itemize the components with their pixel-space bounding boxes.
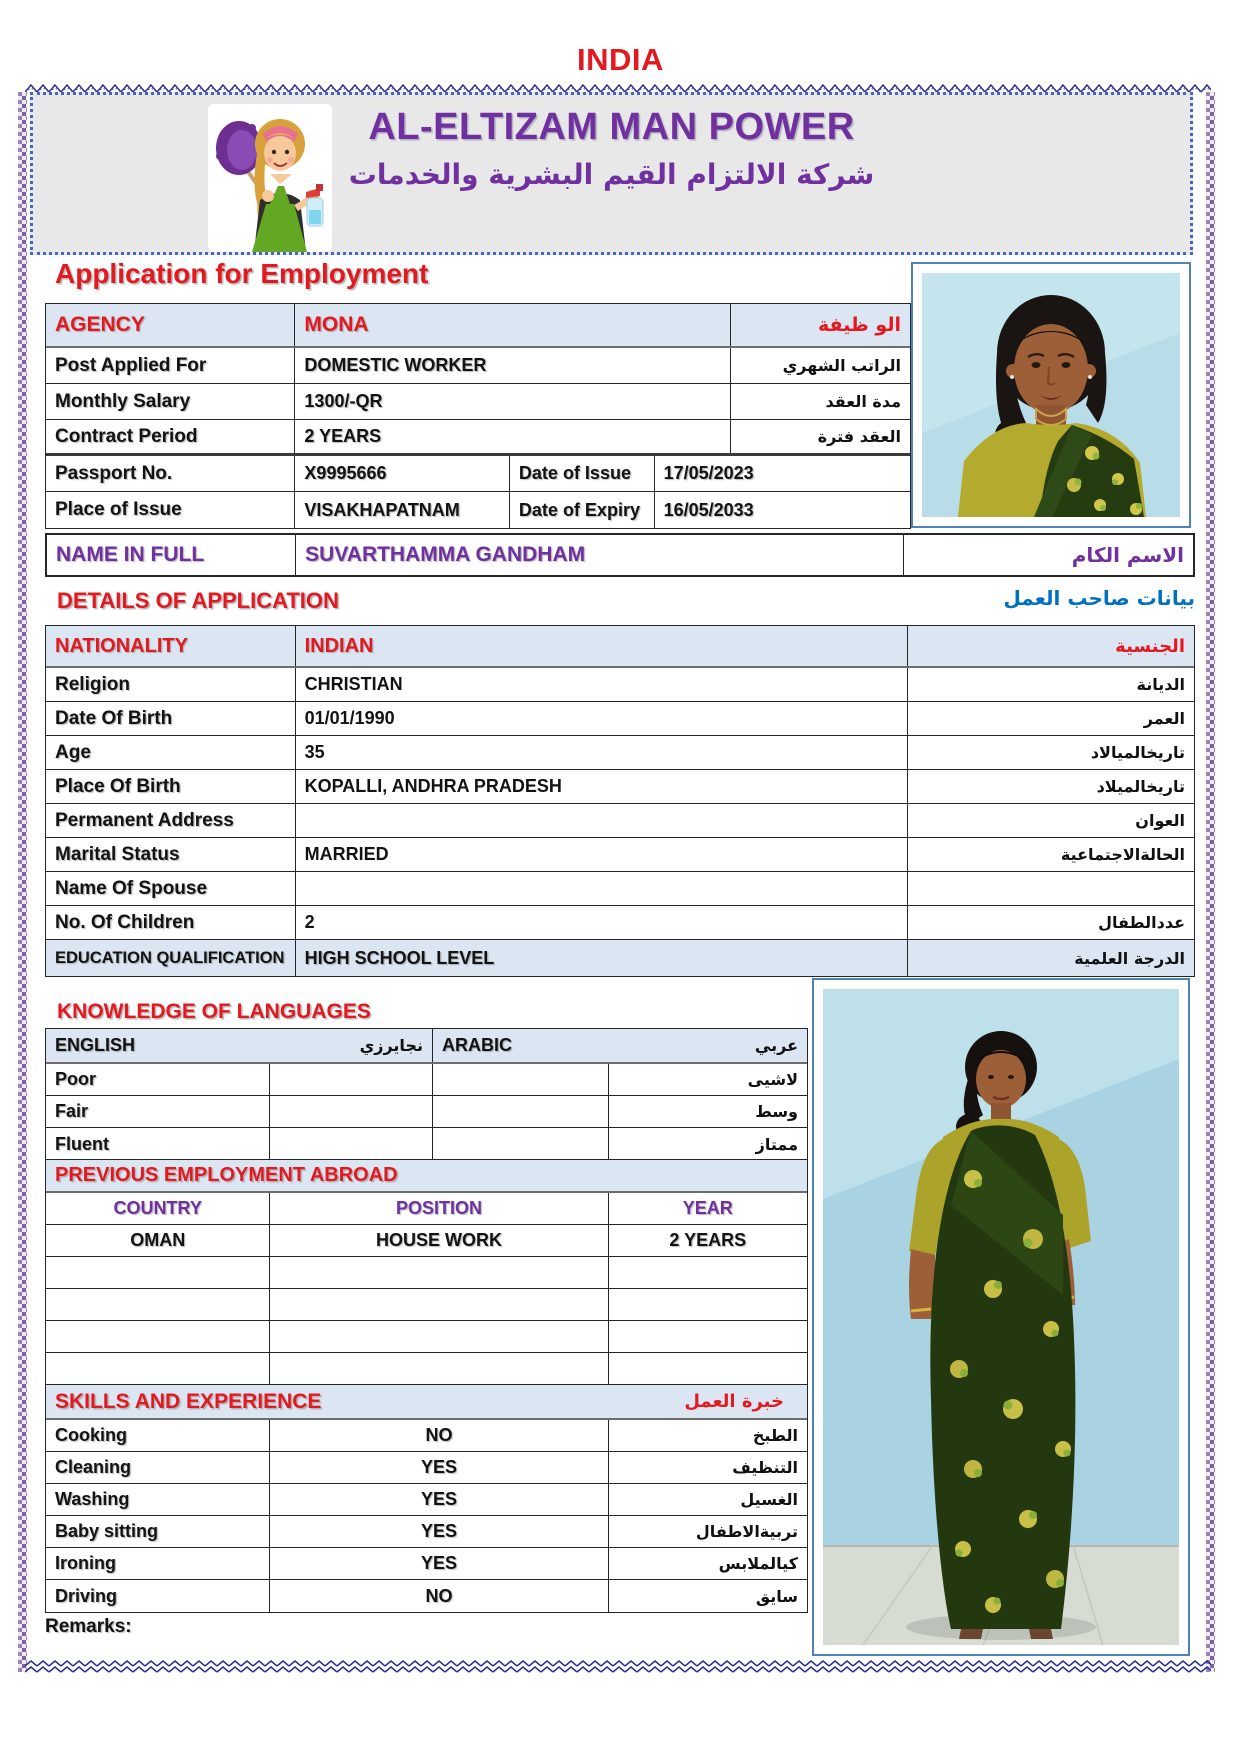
- skill-label-arabic: تربيةالاطفال: [695, 1522, 798, 1541]
- language-level-cell: [270, 1128, 433, 1160]
- employment-country: [46, 1321, 270, 1352]
- column-header: COUNTRY: [113, 1198, 202, 1218]
- column-header-arabic: عربي: [754, 1036, 798, 1055]
- languages-section-title: KNOWLEDGE OF LANGUAGES: [57, 1000, 371, 1023]
- skill-value: YES: [420, 1457, 457, 1477]
- field-value: CHRISTIAN: [304, 674, 403, 694]
- applicant-full-length-image: [823, 989, 1179, 1645]
- language-level-arabic: ممتاز: [755, 1134, 798, 1154]
- skill-value: YES: [420, 1489, 457, 1509]
- field-value: 1300/-QR: [304, 391, 383, 411]
- field-label-arabic: الجنسية: [1115, 635, 1185, 657]
- language-level-label: Fluent: [55, 1133, 109, 1154]
- left-zigzag-border: [18, 92, 27, 1672]
- field-value: DOMESTIC WORKER: [304, 355, 487, 375]
- table-row: [46, 492, 910, 528]
- field-value: MARRIED: [304, 844, 389, 864]
- details-section-title: DETAILS OF APPLICATION: [57, 588, 339, 613]
- skill-label-arabic: الطبخ: [752, 1426, 798, 1445]
- language-level-arabic: لاشيى: [747, 1070, 798, 1089]
- employment-country: [46, 1289, 270, 1320]
- employment-position: [270, 1257, 608, 1288]
- table-row: [46, 1225, 807, 1257]
- field-value: 35: [304, 742, 325, 762]
- field-value: 16/05/2033: [663, 499, 754, 520]
- field-label: Contract Period: [55, 425, 198, 447]
- table-row: [46, 420, 910, 456]
- application-section-title: Application for Employment: [55, 258, 429, 289]
- skill-label-arabic: كيالملابس: [718, 1554, 798, 1573]
- right-zigzag-border: [1206, 92, 1215, 1672]
- table-row: [46, 770, 1194, 804]
- skill-label: Cleaning: [55, 1457, 132, 1477]
- language-level-cell: [270, 1064, 433, 1095]
- field-label: Date of Issue: [518, 463, 631, 483]
- skill-label-arabic: سايق: [755, 1586, 798, 1606]
- employment-year: [609, 1289, 807, 1320]
- skill-label: Driving: [55, 1585, 118, 1606]
- details-table: [45, 625, 1195, 977]
- field-value: MONA: [304, 313, 369, 336]
- table-row: [46, 1029, 807, 1064]
- skill-label: Ironing: [55, 1553, 116, 1573]
- skill-label-arabic: الغسيل: [740, 1490, 798, 1509]
- field-label: Date of Expiry: [518, 499, 640, 520]
- employment-position: [270, 1289, 608, 1320]
- field-label: Marital Status: [55, 843, 180, 865]
- skills-section-title-arabic: خبرة العمل: [684, 1391, 784, 1412]
- field-label: EDUCATION QUALIFICATION: [55, 948, 285, 967]
- field-label-arabic: الاسم الكام: [1071, 543, 1184, 567]
- field-label: NAME IN FULL: [56, 543, 205, 566]
- table-row: [46, 1484, 807, 1516]
- field-label: Passport No.: [55, 462, 173, 484]
- field-label-arabic: العمر: [1143, 709, 1185, 728]
- page-title: INDIA: [577, 42, 664, 77]
- table-row: [46, 1452, 807, 1484]
- details-section-title-arabic: بيانات صاحب العمل: [1003, 586, 1195, 610]
- employment-section-header: [46, 1160, 807, 1193]
- table-row: [46, 1353, 807, 1385]
- column-header-arabic: نجايرزي: [359, 1036, 423, 1055]
- skills-table: [45, 1384, 808, 1613]
- field-label: NATIONALITY: [55, 634, 188, 657]
- skill-label: Washing: [55, 1489, 130, 1509]
- table-row: [46, 668, 1194, 702]
- table-row: [46, 1257, 807, 1289]
- employment-year: [609, 1257, 807, 1288]
- language-level-label: Poor: [55, 1069, 97, 1089]
- table-row: [46, 804, 1194, 838]
- field-value: 01/01/1990: [304, 708, 395, 728]
- employment-country: [46, 1353, 270, 1385]
- employment-section-title: PREVIOUS EMPLOYMENT ABROAD: [55, 1164, 398, 1186]
- field-label: Name Of Spouse: [55, 877, 208, 899]
- field-label-arabic: الحالةالاجتماعية: [1060, 845, 1185, 864]
- field-label-arabic: العوان: [1135, 811, 1185, 830]
- employment-year: 2 YEARS: [669, 1230, 747, 1250]
- employment-position: [270, 1321, 608, 1352]
- language-level-label: Fair: [55, 1101, 89, 1121]
- table-row: [46, 1548, 807, 1580]
- field-label: Post Applied For: [55, 354, 207, 376]
- table-row: [46, 838, 1194, 872]
- field-value: SUVARTHAMMA GANDHAM: [305, 543, 586, 566]
- field-value: VISAKHAPATNAM: [304, 499, 460, 520]
- language-level-arabic: وسط: [755, 1102, 798, 1121]
- field-value: HIGH SCHOOL LEVEL: [304, 947, 495, 968]
- table-row: [46, 1580, 807, 1612]
- employment-year: [609, 1321, 807, 1352]
- field-label: Permanent Address: [55, 809, 234, 831]
- applicant-portrait-image: [922, 273, 1180, 517]
- employment-country: OMAN: [130, 1230, 186, 1250]
- application-table: [45, 303, 911, 529]
- table-row: [46, 1096, 807, 1128]
- employment-position: [270, 1353, 608, 1385]
- field-value: KOPALLI, ANDHRA PRADESH: [304, 776, 562, 796]
- field-label-arabic: الديانة: [1136, 675, 1185, 694]
- bottom-zigzag-border: [25, 1660, 1211, 1674]
- company-name-arabic: شركة الالتزام القيم البشرية والخدمات: [348, 158, 875, 191]
- remarks-label: Remarks:: [45, 1616, 132, 1637]
- field-label-arabic: الدرجة العلمية: [1074, 948, 1185, 968]
- table-row: [46, 940, 1194, 976]
- column-header: ENGLISH: [55, 1035, 136, 1055]
- table-row: [46, 304, 910, 348]
- field-label: Monthly Salary: [55, 390, 191, 412]
- column-header: YEAR: [682, 1198, 733, 1218]
- table-row: [46, 872, 1194, 906]
- employment-country: [46, 1257, 270, 1288]
- table-row: [46, 1289, 807, 1321]
- company-name: AL-ELTIZAM MAN POWER: [368, 106, 855, 148]
- employment-position: HOUSE WORK: [375, 1230, 502, 1250]
- skill-value: YES: [420, 1553, 457, 1573]
- table-row: [46, 1193, 807, 1225]
- table-row: [46, 1128, 807, 1160]
- skill-label-arabic: التنظيف: [732, 1458, 798, 1477]
- field-label-arabic: تاريخالميلاد: [1096, 777, 1185, 796]
- field-label: Age: [55, 741, 91, 763]
- employment-year: [609, 1353, 807, 1385]
- table-row: [46, 456, 910, 492]
- field-value: 2: [304, 912, 315, 932]
- skill-value: YES: [420, 1521, 457, 1541]
- language-level-cell: [433, 1096, 609, 1127]
- table-row: [46, 736, 1194, 770]
- languages-table: [45, 1028, 808, 1161]
- table-row: [46, 906, 1194, 940]
- field-label-arabic: الراتب الشهري: [782, 356, 901, 375]
- field-label-arabic: العقد فترة: [817, 427, 901, 446]
- skills-section-title: SKILLS AND EXPERIENCE: [55, 1389, 322, 1413]
- field-label: Place of Issue: [55, 499, 182, 520]
- skills-section-header: [46, 1385, 807, 1420]
- applicant-portrait-photo: [911, 262, 1191, 528]
- table-row: [46, 384, 910, 420]
- table-row: [46, 1064, 807, 1096]
- applicant-full-length-photo: [812, 978, 1190, 1656]
- language-level-cell: [270, 1096, 433, 1127]
- field-value: INDIAN: [304, 634, 374, 657]
- skill-value: NO: [425, 1425, 453, 1445]
- field-label-arabic: تاريخالميالاد: [1090, 743, 1185, 762]
- field-label-arabic: الو ظيفة: [817, 314, 901, 336]
- field-label: Place Of Birth: [55, 775, 181, 797]
- field-label: AGENCY: [55, 313, 145, 336]
- table-row: [46, 1420, 807, 1452]
- field-label-arabic: عددالطفال: [1098, 913, 1185, 932]
- skill-label: Cooking: [55, 1425, 127, 1445]
- name-row: [45, 533, 1195, 577]
- table-row: [46, 702, 1194, 736]
- table-row: [46, 626, 1194, 668]
- field-label: No. Of Children: [55, 911, 195, 933]
- employment-table: [45, 1159, 808, 1386]
- field-label: Date Of Birth: [55, 707, 173, 729]
- column-header: POSITION: [395, 1198, 482, 1218]
- skill-value: NO: [425, 1585, 453, 1606]
- language-level-cell: [433, 1128, 609, 1160]
- column-header: ARABIC: [441, 1035, 512, 1055]
- table-row: [46, 1516, 807, 1548]
- field-label-arabic: مدة العقد: [825, 392, 901, 411]
- skill-label: Baby sitting: [55, 1521, 159, 1541]
- field-value: 2 YEARS: [304, 426, 382, 446]
- table-row: [46, 1321, 807, 1353]
- field-value: X9995666: [304, 463, 387, 483]
- language-level-cell: [433, 1064, 609, 1095]
- table-row: [46, 348, 910, 384]
- field-value: 17/05/2023: [663, 463, 754, 483]
- field-label: Religion: [55, 673, 130, 695]
